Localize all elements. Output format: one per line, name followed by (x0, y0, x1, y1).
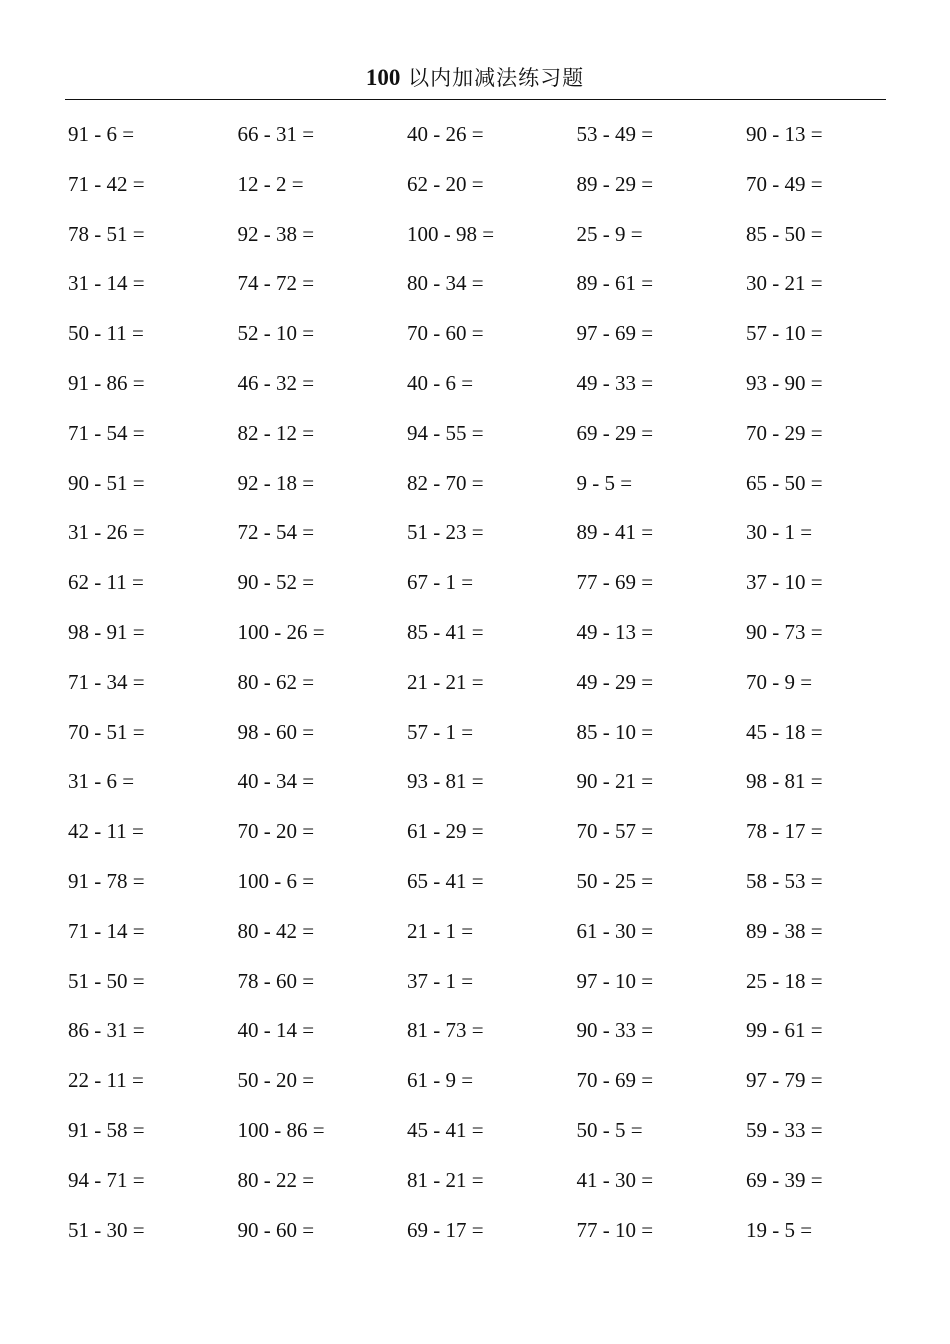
problem-item: 65 - 50 = (746, 470, 823, 495)
problem-item: 62 - 11 = (68, 570, 144, 595)
problem-item: 86 - 31 = (68, 1018, 145, 1043)
problem-item: 72 - 54 = (237, 520, 315, 545)
problem-item: 85 - 50 = (746, 221, 823, 246)
problem-item: 30 - 1 = (746, 520, 813, 545)
problem-item: 40 - 6 = (407, 370, 474, 395)
problem-item: 25 - 18 = (746, 968, 823, 993)
problem-row (68, 1161, 918, 1211)
problem-item: 98 - 91 = (68, 619, 145, 644)
problem-item: 50 - 11 = (68, 321, 144, 346)
problem-item: 49 - 33 = (576, 370, 654, 395)
problem-item: 61 - 9 = (407, 1068, 474, 1093)
problem-row (68, 812, 918, 862)
problem-item: 90 - 21 = (576, 769, 654, 794)
problem-item: 97 - 69 = (576, 321, 654, 346)
problem-item: 85 - 10 = (576, 719, 654, 744)
problem-item: 100 - 6 = (237, 868, 315, 893)
problem-item: 9 - 5 = (576, 470, 633, 495)
problem-item: 89 - 38 = (746, 918, 823, 943)
problem-item: 81 - 73 = (407, 1018, 484, 1043)
problem-item: 49 - 29 = (576, 669, 654, 694)
problem-item: 92 - 18 = (237, 470, 315, 495)
problem-item: 85 - 41 = (407, 619, 484, 644)
problem-item: 70 - 51 = (68, 719, 145, 744)
problem-item: 71 - 54 = (68, 420, 145, 445)
problem-item: 51 - 30 = (68, 1217, 145, 1242)
page-title (0, 62, 950, 94)
problem-item: 40 - 34 = (237, 769, 315, 794)
problem-item: 80 - 42 = (237, 918, 315, 943)
problem-item: 57 - 10 = (746, 321, 823, 346)
problem-item: 57 - 1 = (407, 719, 474, 744)
problem-item: 46 - 32 = (237, 370, 315, 395)
problem-item: 93 - 81 = (407, 769, 484, 794)
problem-item: 71 - 42 = (68, 171, 145, 196)
problem-item: 90 - 60 = (237, 1217, 315, 1242)
problem-item: 89 - 61 = (576, 271, 654, 296)
problem-row (68, 414, 918, 464)
problem-item: 50 - 5 = (576, 1117, 643, 1142)
problem-item: 61 - 30 = (576, 918, 654, 943)
problem-row (68, 1011, 918, 1061)
problem-item: 42 - 11 = (68, 819, 144, 844)
problem-row (68, 1211, 918, 1261)
problem-item: 65 - 41 = (407, 868, 484, 893)
problem-row (68, 314, 918, 364)
problem-item: 78 - 51 = (68, 221, 145, 246)
problem-row (68, 962, 918, 1012)
problem-grid (68, 115, 918, 1260)
problem-item: 31 - 14 = (68, 271, 145, 296)
problem-item: 69 - 39 = (746, 1167, 823, 1192)
problem-item: 70 - 29 = (746, 420, 823, 445)
problem-row (68, 1111, 918, 1161)
problem-row (68, 762, 918, 812)
problem-item: 82 - 70 = (407, 470, 484, 495)
problem-item: 37 - 1 = (407, 968, 474, 993)
problem-row (68, 264, 918, 314)
problem-item: 52 - 10 = (237, 321, 315, 346)
problem-item: 31 - 26 = (68, 520, 145, 545)
problem-item: 93 - 90 = (746, 370, 823, 395)
problem-item: 70 - 20 = (237, 819, 315, 844)
problem-item: 50 - 25 = (576, 868, 654, 893)
problem-item: 82 - 12 = (237, 420, 315, 445)
problem-row (68, 912, 918, 962)
problem-row (68, 215, 918, 265)
problem-item: 91 - 86 = (68, 370, 145, 395)
problem-item: 80 - 62 = (237, 669, 315, 694)
problem-item: 69 - 29 = (576, 420, 654, 445)
problem-item: 89 - 29 = (576, 171, 654, 196)
problem-item: 80 - 34 = (407, 271, 484, 296)
problem-item: 97 - 79 = (746, 1068, 823, 1093)
problem-item: 99 - 61 = (746, 1018, 823, 1043)
problem-item: 71 - 14 = (68, 918, 145, 943)
problem-item: 51 - 23 = (407, 520, 484, 545)
problem-item: 41 - 30 = (576, 1167, 654, 1192)
problem-item: 50 - 20 = (237, 1068, 315, 1093)
problem-item: 97 - 10 = (576, 968, 654, 993)
problem-item: 98 - 81 = (746, 769, 823, 794)
problem-item: 94 - 55 = (407, 420, 484, 445)
problem-item: 21 - 1 = (407, 918, 474, 943)
problem-item: 70 - 49 = (746, 171, 823, 196)
problem-item: 40 - 26 = (407, 122, 484, 146)
problem-item: 30 - 21 = (746, 271, 823, 296)
problem-row (68, 713, 918, 763)
problem-item: 98 - 60 = (237, 719, 315, 744)
problem-item: 70 - 9 = (746, 669, 813, 694)
problem-item: 92 - 38 = (237, 221, 315, 246)
problem-item: 89 - 41 = (576, 520, 654, 545)
problem-item: 70 - 69 = (576, 1068, 654, 1093)
problem-item: 77 - 69 = (576, 570, 654, 595)
problem-item: 53 - 49 = (576, 122, 654, 146)
problem-item: 100 - 86 = (237, 1117, 325, 1142)
problem-item: 59 - 33 = (746, 1117, 823, 1142)
problem-row (68, 663, 918, 713)
title-underline (65, 99, 886, 100)
problem-item: 51 - 50 = (68, 968, 145, 993)
problem-row (68, 513, 918, 563)
problem-row (68, 115, 918, 165)
problem-item: 80 - 22 = (237, 1167, 315, 1192)
page-title-number: 100 (365, 65, 401, 90)
problem-row (68, 1061, 918, 1111)
problem-item: 49 - 13 = (576, 619, 654, 644)
problem-item: 100 - 98 = (407, 221, 495, 246)
problem-item: 91 - 58 = (68, 1117, 145, 1142)
problem-item: 40 - 14 = (237, 1018, 315, 1043)
problem-item: 90 - 73 = (746, 619, 823, 644)
problem-item: 19 - 5 = (746, 1217, 813, 1242)
problem-item: 70 - 60 = (407, 321, 484, 346)
problem-item: 71 - 34 = (68, 669, 145, 694)
problem-item: 74 - 72 = (237, 271, 315, 296)
problem-row (68, 563, 918, 613)
problem-item: 81 - 21 = (407, 1167, 484, 1192)
problem-item: 45 - 18 = (746, 719, 823, 744)
problem-item: 90 - 33 = (576, 1018, 654, 1043)
problem-row (68, 613, 918, 663)
problem-item: 45 - 41 = (407, 1117, 484, 1142)
problem-item: 37 - 10 = (746, 570, 823, 595)
problem-item: 31 - 6 = (68, 769, 135, 794)
problem-row (68, 862, 918, 912)
problem-item: 77 - 10 = (576, 1217, 654, 1242)
problem-item: 78 - 60 = (237, 968, 315, 993)
problem-item: 91 - 6 = (68, 122, 135, 146)
problem-row (68, 165, 918, 215)
problem-item: 69 - 17 = (407, 1217, 484, 1242)
problem-item: 90 - 51 = (68, 470, 145, 495)
problem-item: 94 - 71 = (68, 1167, 145, 1192)
problem-item: 25 - 9 = (576, 221, 643, 246)
problem-item: 70 - 57 = (576, 819, 654, 844)
problem-item: 91 - 78 = (68, 868, 145, 893)
problem-row (68, 364, 918, 414)
problem-item: 100 - 26 = (237, 619, 325, 644)
problem-item: 58 - 53 = (746, 868, 823, 893)
problem-item: 78 - 17 = (746, 819, 823, 844)
page-title-text: 以内加减法练习题 (400, 66, 585, 90)
problem-item: 21 - 21 = (407, 669, 484, 694)
problem-item: 61 - 29 = (407, 819, 484, 844)
problem-item: 90 - 52 = (237, 570, 315, 595)
problem-item: 90 - 13 = (746, 122, 823, 146)
problem-item: 22 - 11 = (68, 1068, 144, 1093)
problem-item: 12 - 2 = (237, 171, 304, 196)
problem-item: 66 - 31 = (237, 122, 315, 146)
problem-item: 62 - 20 = (407, 171, 484, 196)
problem-item: 67 - 1 = (407, 570, 474, 595)
problem-row (68, 464, 918, 514)
